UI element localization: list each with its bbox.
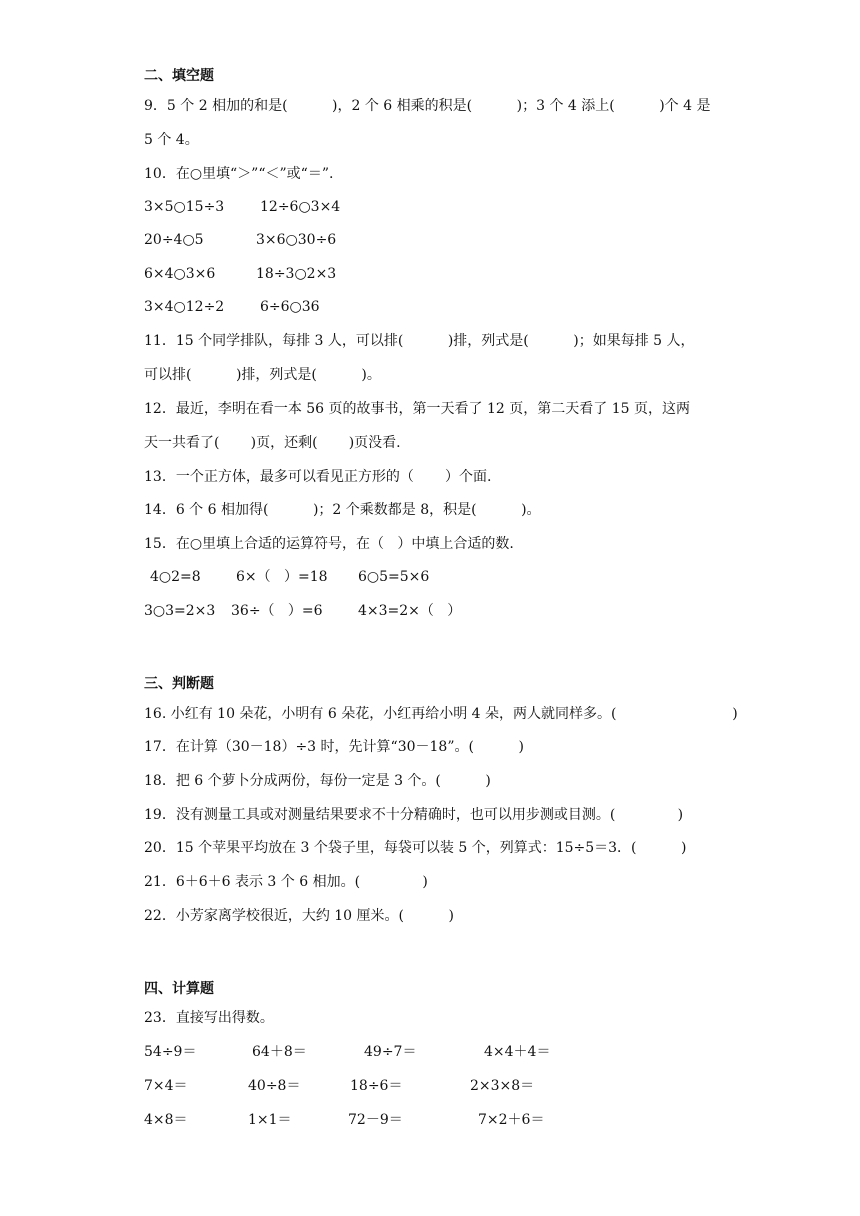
question-18: 18．把 6 个萝卜分成两份，每份一定是 3 个。( ) bbox=[144, 773, 491, 789]
calc-item: 64＋8＝ bbox=[252, 1044, 307, 1060]
q15-expr: 3○3=2×3 bbox=[144, 603, 216, 619]
question-23-title: 23．直接写出得数。 bbox=[144, 1010, 274, 1026]
calc-item: 40÷8＝ bbox=[248, 1078, 301, 1094]
calc-item: 4×4＋4＝ bbox=[484, 1044, 551, 1060]
q10-expr: 18÷3○2×3 bbox=[256, 266, 337, 282]
question-11-line-2: 可以排( )排，列式是( )。 bbox=[144, 367, 381, 383]
question-20: 20．15 个苹果平均放在 3 个袋子里，每袋可以装 5 个，列算式：15÷5＝3．( ) bbox=[144, 840, 687, 856]
question-17: 17．在计算（30－18）÷3 时，先计算“30－18”。( ) bbox=[144, 739, 524, 755]
question-13: 13．一个正方体，最多可以看见正方形的（ ）个面. bbox=[144, 469, 492, 485]
calc-item: 2×3×8＝ bbox=[470, 1078, 535, 1094]
q15-expr: 4○2=8 bbox=[150, 569, 201, 585]
q15-expr: 6×（ ）=18 bbox=[236, 569, 328, 585]
question-21: 21．6＋6＋6 表示 3 个 6 相加。( ) bbox=[144, 874, 428, 890]
calc-item: 54÷9＝ bbox=[144, 1044, 197, 1060]
section-heading-fill-blank: 二、填空题 bbox=[144, 68, 214, 84]
q10-expr: 3×4○12÷2 bbox=[144, 299, 225, 315]
calc-item: 49÷7＝ bbox=[364, 1044, 417, 1060]
question-9-line-2: 5 个 4。 bbox=[144, 132, 199, 148]
q15-expr: 6○5=5×6 bbox=[358, 569, 430, 585]
calc-item: 4×8＝ bbox=[144, 1112, 188, 1128]
question-10-title: 10．在○里填“＞”“＜”或“＝”. bbox=[144, 166, 334, 182]
calc-item: 7×2＋6＝ bbox=[478, 1112, 545, 1128]
q10-expr: 6÷6○36 bbox=[260, 299, 320, 315]
calc-item: 72－9＝ bbox=[348, 1112, 403, 1128]
q15-expr: 36÷（ ）=6 bbox=[231, 603, 323, 619]
question-12-line-1: 12．最近，李明在看一本 56 页的故事书，第一天看了 12 页，第二天看了 15 页，这两 bbox=[144, 401, 690, 417]
section-heading-true-false: 三、判断题 bbox=[144, 676, 214, 692]
section-heading-calculation: 四、计算题 bbox=[144, 981, 214, 997]
question-11-line-1: 11．15 个同学排队，每排 3 人，可以排( )排，列式是( )；如果每排 5 人， bbox=[144, 333, 695, 349]
question-15-title: 15．在○里填上合适的运算符号，在（ ）中填上合适的数. bbox=[144, 536, 514, 552]
calc-item: 7×4＝ bbox=[144, 1078, 188, 1094]
question-22: 22．小芳家离学校很近，大约 10 厘米。( ) bbox=[144, 908, 454, 924]
q10-expr: 6×4○3×6 bbox=[144, 266, 216, 282]
calc-item: 1×1＝ bbox=[248, 1112, 292, 1128]
q10-expr: 3×5○15÷3 bbox=[144, 199, 225, 215]
question-16: 16. 小红有 10 朵花，小明有 6 朵花，小红再给小明 4 朵，两人就同样多。( ) bbox=[144, 706, 738, 722]
question-9-line-1: 9．5 个 2 相加的和是( )，2 个 6 相乘的积是( )；3 个 4 添上( )个 4 是 bbox=[144, 98, 711, 114]
q10-expr: 20÷4○5 bbox=[144, 232, 204, 248]
question-12-line-2: 天一共看了( )页，还剩( )页没看. bbox=[144, 435, 401, 451]
q15-expr: 4×3=2×（ ） bbox=[358, 603, 462, 619]
question-19: 19．没有测量工具或对测量结果要求不十分精确时，也可以用步测或目测。( ) bbox=[144, 807, 684, 823]
q10-expr: 12÷6○3×4 bbox=[260, 199, 341, 215]
q10-expr: 3×6○30÷6 bbox=[256, 232, 337, 248]
question-14: 14．6 个 6 相加得( )；2 个乘数都是 8，积是( )。 bbox=[144, 502, 541, 518]
calc-item: 18÷6＝ bbox=[350, 1078, 403, 1094]
